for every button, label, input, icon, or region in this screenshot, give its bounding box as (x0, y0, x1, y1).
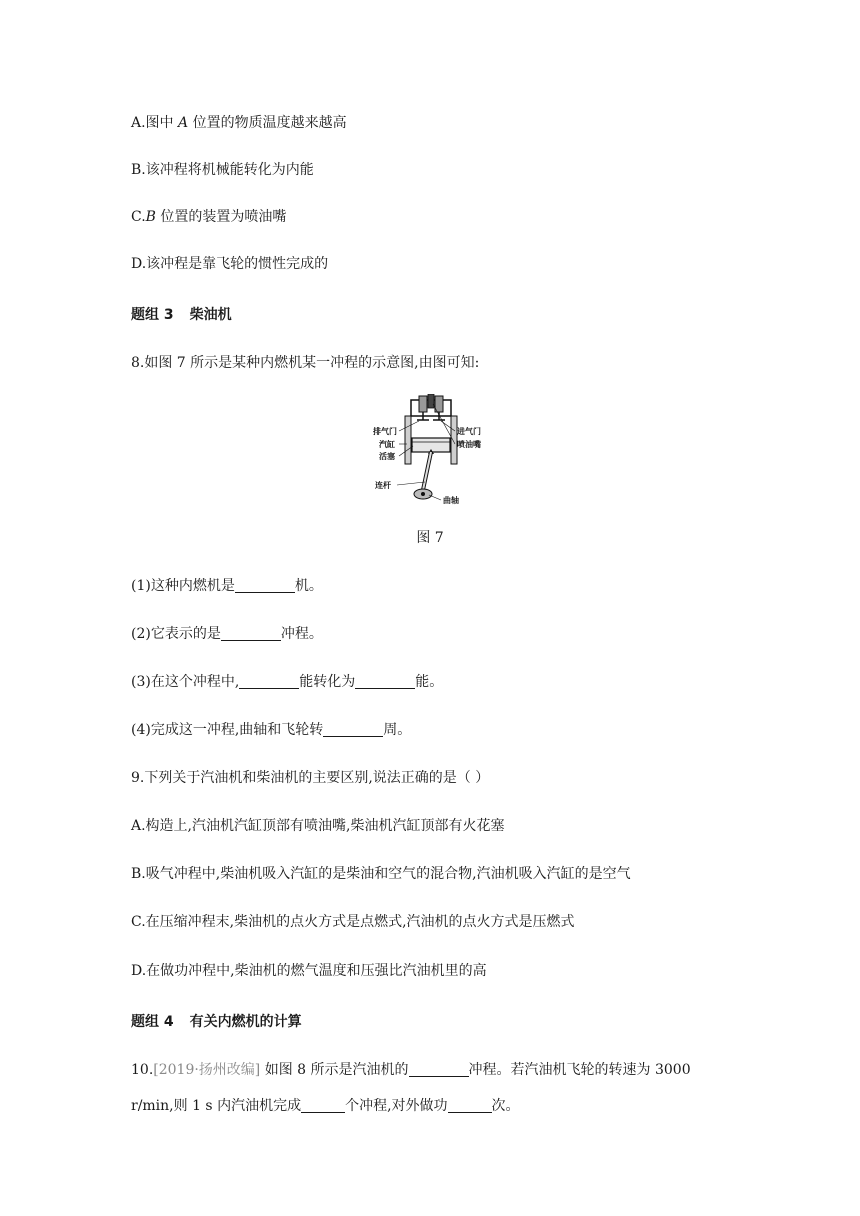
label-exhaust-valve: 排气门 (373, 427, 397, 436)
source-tag: [2019·扬州改编] (153, 1062, 261, 1078)
answer-blank[interactable] (235, 578, 295, 593)
answer-blank[interactable] (221, 626, 281, 641)
label-connecting-rod: 连杆 (375, 481, 391, 490)
q8-part-4: (4)完成这一冲程,曲轴和飞轮转 周。 (131, 722, 412, 738)
q10-line-1: 10.[2019·扬州改编] 如图 8 所示是汽油机的 冲程。若汽油机飞轮的转速为 3000 (131, 1062, 691, 1078)
section-heading-group4: 题组 4 有关内燃机的计算 (131, 1014, 302, 1030)
engine-diagram (371, 394, 491, 510)
label-intake-valve: 进气门 (457, 427, 481, 436)
q9-option-c: C.在压缩冲程末,柴油机的点火方式是点燃式,汽油机的点火方式是压燃式 (131, 914, 575, 930)
q9-stem: 9.下列关于汽油机和柴油机的主要区别,说法正确的是（ ） (131, 770, 490, 786)
section-heading-group3: 题组 3 柴油机 (131, 307, 232, 323)
label-crankshaft: 曲轴 (443, 496, 459, 505)
q10-line-2: r/min,则 1 s 内汽油机完成 个冲程,对外做功 次。 (131, 1098, 520, 1114)
q7-option-c: C.B 位置的装置为喷油嘴 (131, 209, 287, 225)
q9-option-b: B.吸气冲程中,柴油机吸入汽缸的是柴油和空气的混合物,汽油机吸入汽缸的是空气 (131, 866, 631, 882)
figure-caption: 图 7 (416, 530, 444, 546)
q7-option-d: D.该冲程是靠飞轮的惯性完成的 (131, 256, 329, 272)
label-cylinder: 汽缸 (379, 440, 395, 449)
q7-option-b: B.该冲程将机械能转化为内能 (131, 162, 314, 178)
label-piston: 活塞 (379, 452, 395, 461)
answer-blank[interactable] (301, 1098, 345, 1113)
q8-part-2: (2)它表示的是 冲程。 (131, 626, 323, 642)
answer-blank[interactable] (323, 722, 383, 737)
q8-part-1: (1)这种内燃机是 机。 (131, 578, 323, 594)
label-injector: 喷油嘴 (457, 440, 481, 449)
q9-option-a: A.构造上,汽油机汽缸顶部有喷油嘴,柴油机汽缸顶部有火花塞 (131, 818, 505, 834)
answer-blank[interactable] (355, 674, 415, 689)
q8-part-3: (3)在这个冲程中, 能转化为 能。 (131, 674, 444, 690)
answer-blank[interactable] (409, 1062, 469, 1077)
answer-blank[interactable] (239, 674, 299, 689)
q9-option-d: D.在做功冲程中,柴油机的燃气温度和压强比汽油机里的高 (131, 963, 487, 979)
q7-option-a: A.图中 A 位置的物质温度越来越高 (131, 115, 347, 131)
q8-stem: 8.如图 7 所示是某种内燃机某一冲程的示意图,由图可知: (131, 355, 480, 371)
answer-blank[interactable] (448, 1098, 492, 1113)
